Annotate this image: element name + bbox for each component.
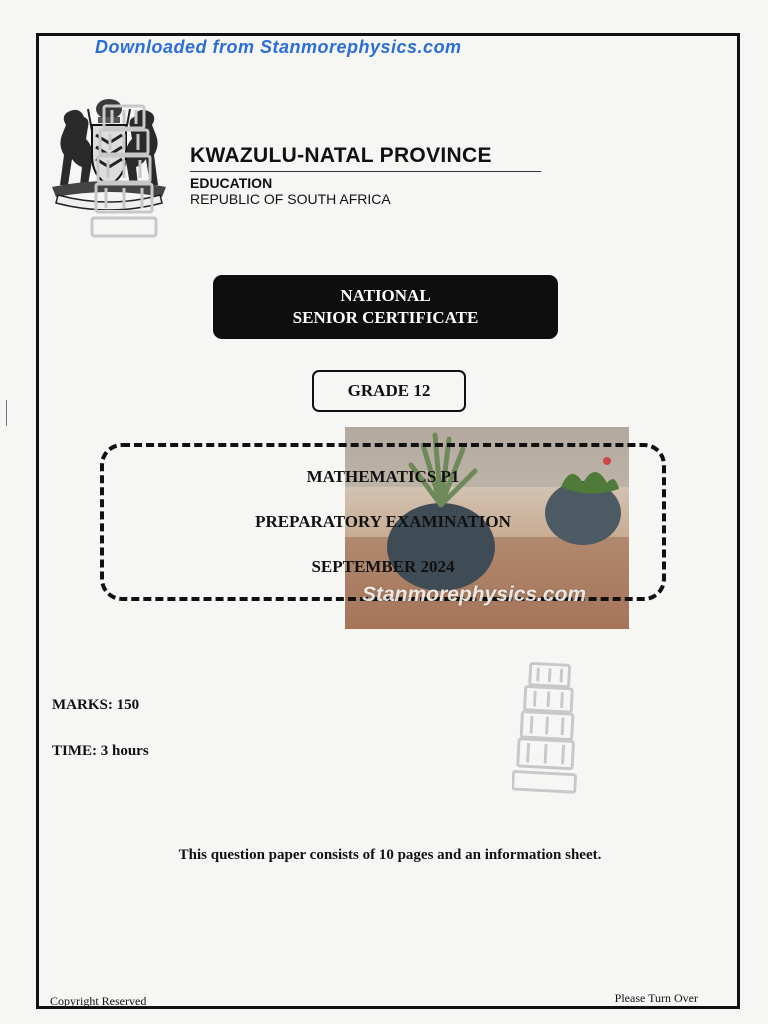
marks-label: MARKS: 150	[52, 697, 140, 713]
certificate-banner	[213, 275, 558, 339]
title-rule	[190, 171, 541, 172]
pisa-tower-icon	[88, 100, 160, 242]
grade-label: GRADE 12	[347, 381, 431, 400]
banner-line-2: SENIOR CERTIFICATE	[292, 308, 479, 327]
turn-over-note: Please Turn Over	[614, 991, 698, 1005]
exam-type: PREPARATORY EXAMINATION	[255, 512, 511, 531]
download-link[interactable]: Downloaded from Stanmorephysics.com	[95, 37, 462, 57]
exam-subject: MATHEMATICS P1	[306, 467, 460, 486]
scan-mark	[6, 400, 7, 426]
site-watermark: Stanmorephysics.com	[362, 583, 587, 606]
department-name: EDUCATION	[190, 175, 273, 191]
banner-line-1: NATIONAL	[340, 286, 431, 305]
province-title: KWAZULU-NATAL PROVINCE	[190, 144, 492, 167]
country-name: REPUBLIC OF SOUTH AFRICA	[190, 191, 391, 207]
exam-date: SEPTEMBER 2024	[311, 557, 455, 576]
time-label: TIME: 3 hours	[52, 743, 149, 759]
grade-box	[312, 370, 466, 412]
pages-note: This question paper consists of 10 pages and an information sheet.	[178, 847, 602, 863]
copyright-notice: Copyright Reserved	[50, 994, 147, 1008]
pisa-tower-icon	[512, 655, 582, 800]
